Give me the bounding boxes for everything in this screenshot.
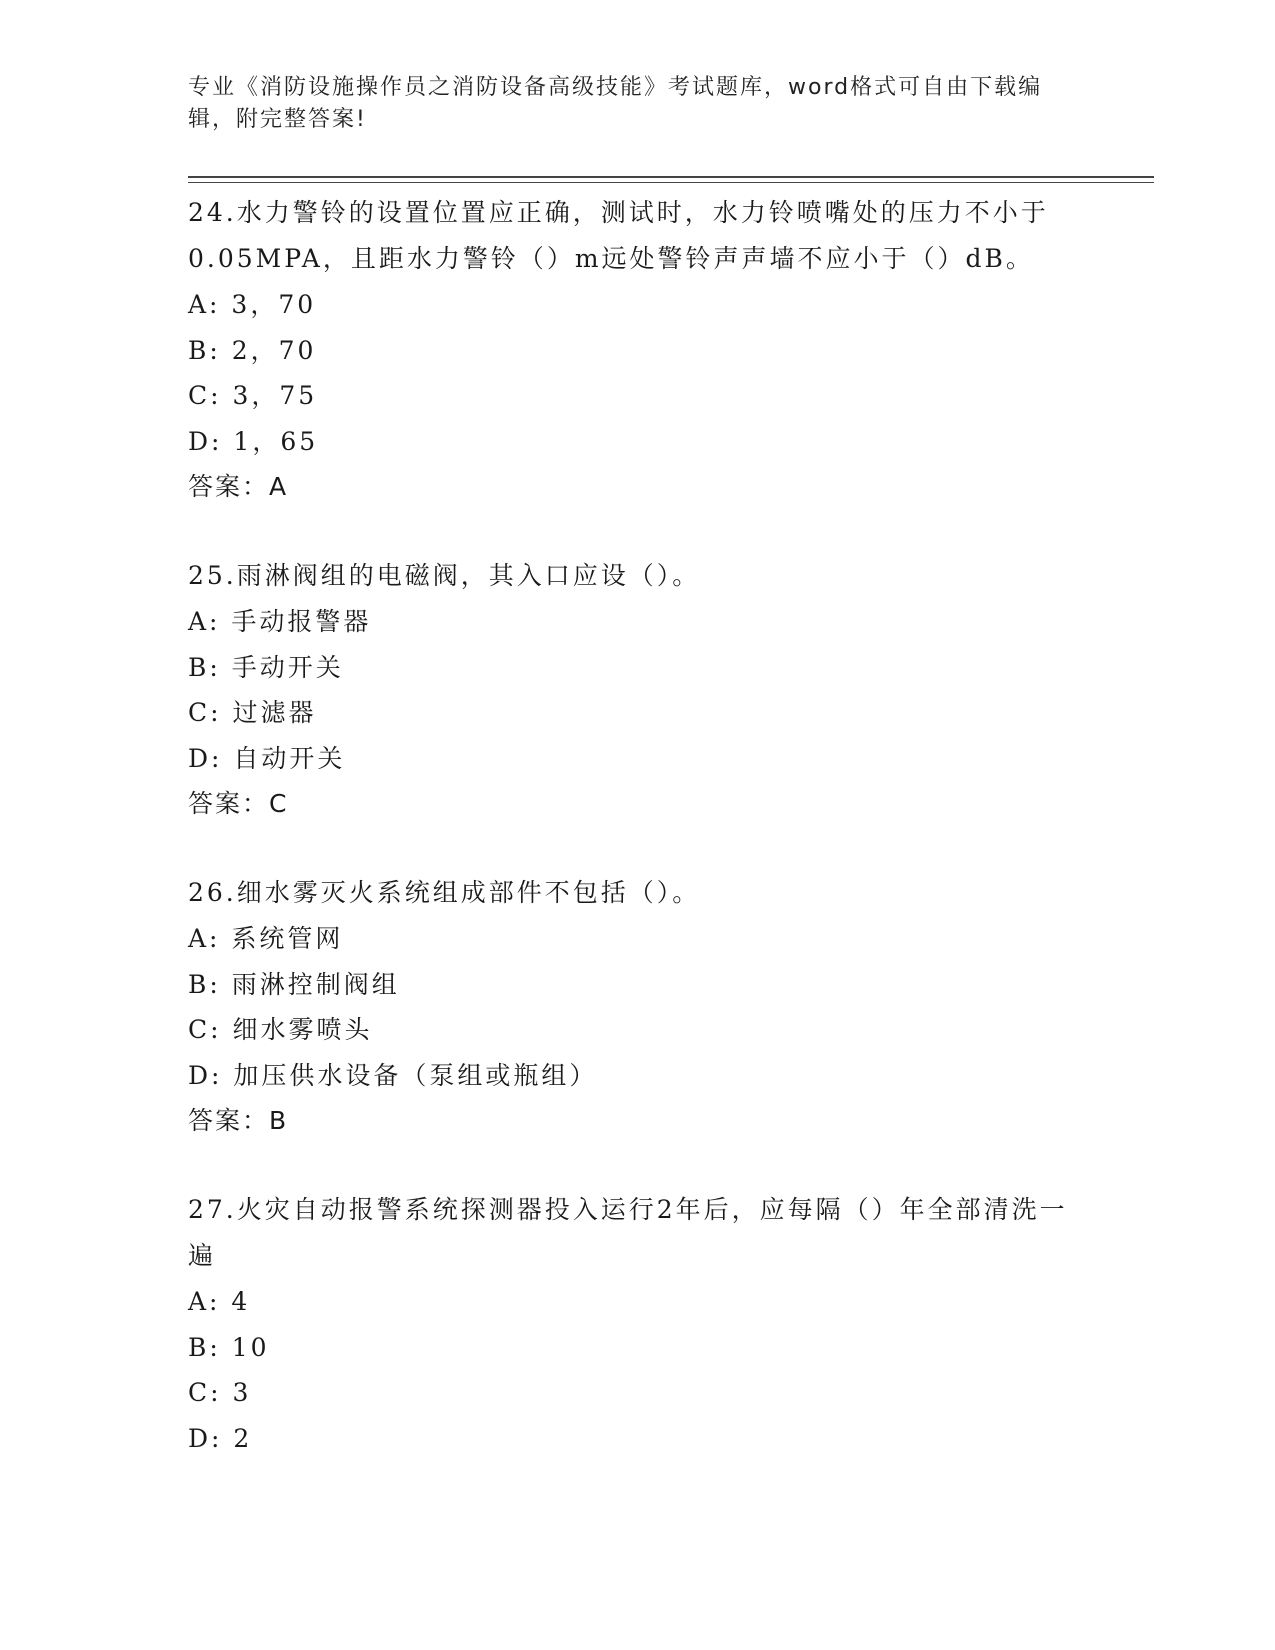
question-stem: 26.细水雾灭火系统组成部件不包括（）。 [188,878,701,907]
option-c: C: 过滤器 [188,698,317,727]
option-d: D: 1，65 [188,426,319,456]
question-stem: 24.水力警铃的设置位置应正确，测试时，水力铃喷嘴处的压力不小于0.05MPA，且距水力警铃（）m远处警铃声声墙不应小于（）dB。 [188,198,1049,273]
option-a: A: 系统管网 [188,924,344,953]
option-a: A: 3，70 [188,290,317,319]
answer-line: 答案：B [188,1106,289,1135]
header-divider-thin [188,182,1154,183]
header-divider-thick [188,176,1154,178]
option-a: A: 4 [188,1287,251,1316]
answer-line: 答案：A [188,472,289,501]
option-d: D: 自动开关 [188,743,346,773]
option-c: C: 3，75 [188,381,318,410]
document-intro: 专业《消防设施操作员之消防设备高级技能》考试题库，word格式可自由下载编辑，附完整答案! [188,75,1043,132]
question-list [188,190,1088,1461]
option-b: B: 10 [188,1332,270,1362]
question-spacer [188,509,1088,553]
question-25 [188,553,1088,826]
option-c: C: 细水雾喷头 [188,1015,373,1044]
option-a: A: 手动报警器 [188,607,372,636]
option-b: B: 2，70 [188,335,317,365]
option-b: B: 雨淋控制阀组 [188,969,400,999]
option-d: D: 加压供水设备（泵组或瓶组） [188,1060,598,1090]
option-d: D: 2 [188,1423,253,1453]
question-26 [188,870,1088,1143]
question-stem: 27.火灾自动报警系统探测器投入运行2年后，应每隔（）年全部清洗一遍 [188,1195,1068,1270]
question-spacer [188,826,1088,870]
option-b: B: 手动开关 [188,652,344,682]
question-24 [188,190,1088,509]
question-27 [188,1187,1088,1461]
question-spacer [188,1143,1088,1187]
option-c: C: 3 [188,1378,252,1407]
question-stem: 25.雨淋阀组的电磁阀，其入口应设（）。 [188,561,701,590]
answer-line: 答案：C [188,789,289,818]
